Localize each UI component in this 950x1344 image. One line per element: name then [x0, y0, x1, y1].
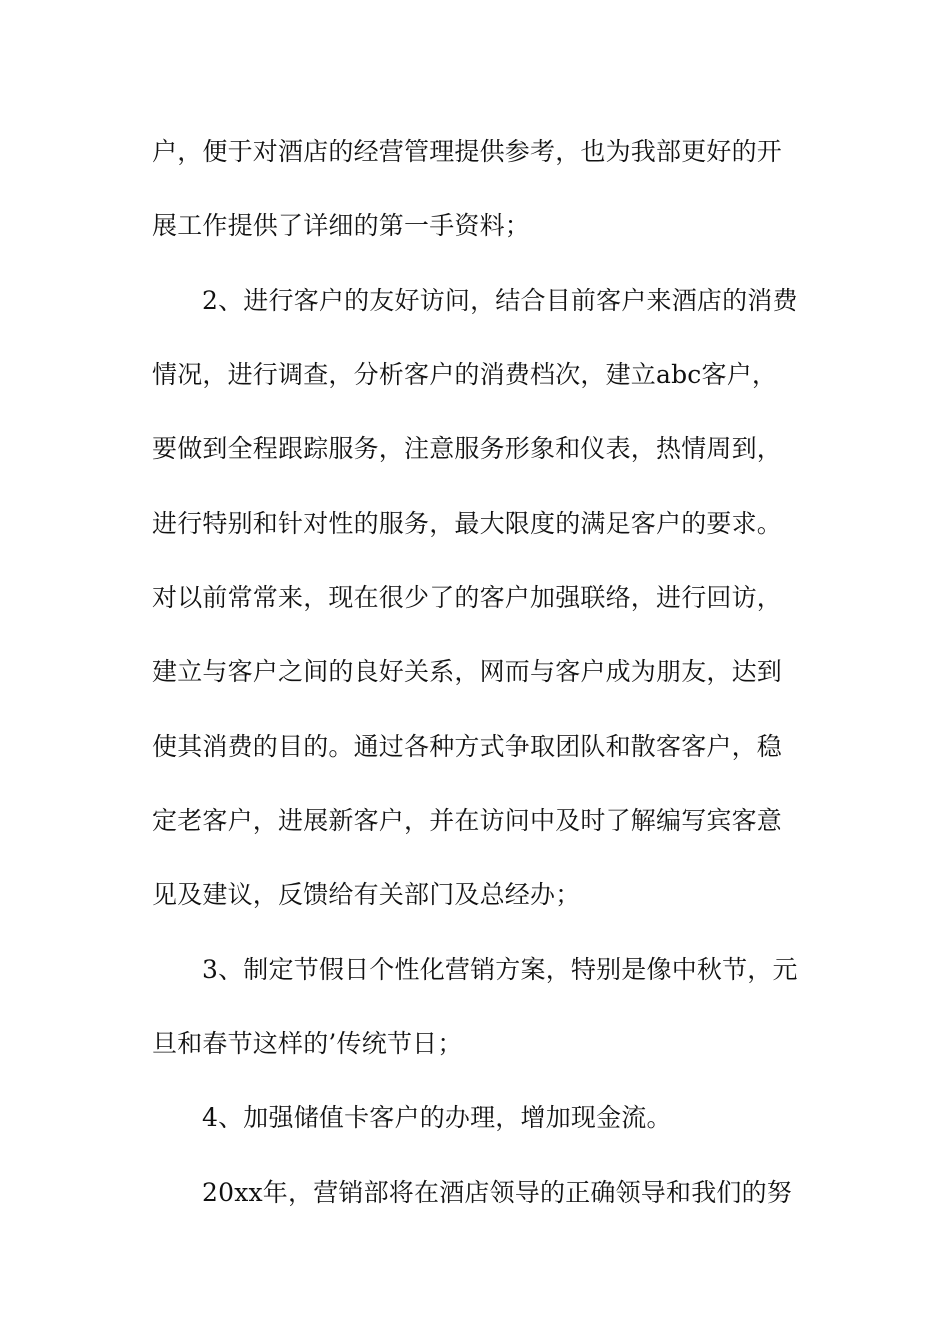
- paragraph-line: 进行特别和针对性的服务，最大限度的满足客户的要求。: [152, 509, 783, 538]
- paragraph-line: 使其消费的目的。通过各种方式争取团队和散客客户，稳: [152, 732, 783, 761]
- paragraph-line: 3、制定节假日个性化营销方案，特别是像中秋节，元: [202, 955, 798, 984]
- paragraph-line: 对以前常常来，现在很少了的客户加强联络，进行回访，: [152, 583, 783, 612]
- paragraph-line: 要做到全程跟踪服务，注意服务形象和仪表，热情周到，: [152, 434, 783, 463]
- paragraph-line: 建立与客户之间的良好关系，网而与客户成为朋友，达到: [152, 657, 783, 686]
- paragraph-line: 定老客户，进展新客户，并在访问中及时了解编写宾客意: [152, 806, 783, 835]
- paragraph-line: 展工作提供了详细的第一手资料；: [152, 211, 531, 240]
- paragraph-line: 4、加强储值卡客户的办理，增加现金流。: [202, 1103, 672, 1132]
- paragraph-line: 旦和春节这样的’传统节日；: [152, 1029, 463, 1058]
- paragraph-line: 情况，进行调查，分析客户的消费档次，建立abc客户，: [152, 360, 778, 389]
- paragraph-line: 2、进行客户的友好访问，结合目前客户来酒店的消费: [202, 286, 798, 315]
- paragraph-line: 20xx年，营销部将在酒店领导的正确领导和我们的努: [202, 1178, 793, 1207]
- paragraph-line: 见及建议，反馈给有关部门及总经办；: [152, 880, 581, 909]
- paragraph-line: 户，便于对酒店的经营管理提供参考，也为我部更好的开: [152, 137, 783, 166]
